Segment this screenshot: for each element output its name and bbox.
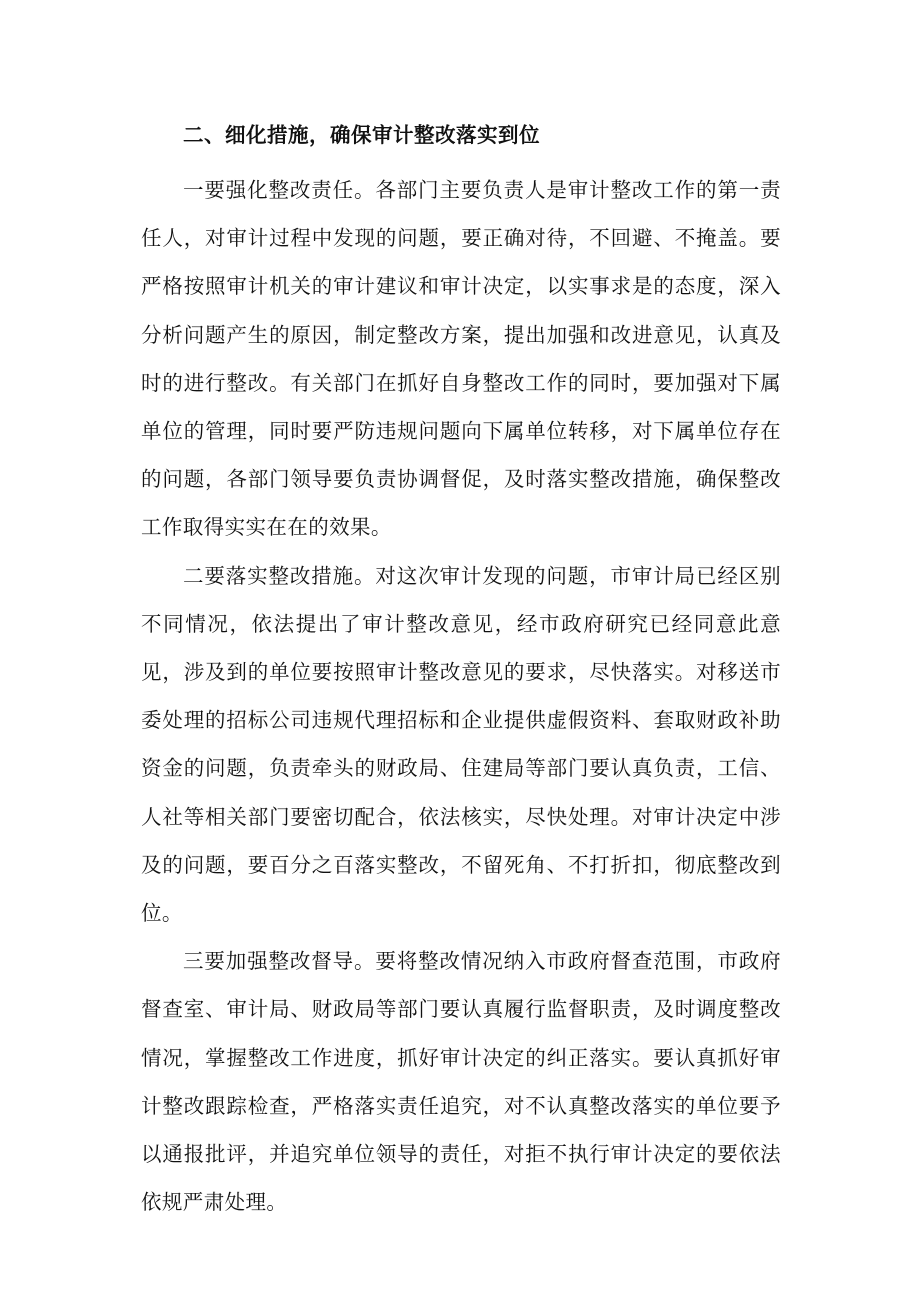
paragraph-supervision: 三要加强整改督导。要将整改情况纳入市政府督查范围，市政府督查室、审计局、财政局等部门要认真履行监督职责，及时调度整改情况，掌握整改工作进度，抓好审计决定的纠正落实。要认真抓好审计整改跟踪检查，严格落实责任追究，对不认真整改落实的单位要予以通报批评，并追究单位领导的责任，对拒不执行审计决定的要依法依规严肃处理。 <box>141 949 781 1215</box>
paragraph-measures: 二要落实整改措施。对这次审计发现的问题，市审计局已经区别不同情况，依法提出了审计整改意见，经市政府研究已经同意此意见，涉及到的单位要按照审计整改意见的要求，尽快落实。对移送市委处理的招标公司违规代理招标和企业提供虚假资料、套取财政补助资金的问题，负责牵头的财政局、住建局等部门要认真负责，工信、人社等相关部门要密切配合，依法核实，尽快处理。对审计决定中涉及的问题，要百分之百落实整改，不留死角、不打折扣，彻底整改到位。 <box>141 563 781 926</box>
document-body <box>141 118 781 1226</box>
section-heading: 二、细化措施，确保审计整改落实到位 <box>183 123 540 147</box>
paragraph-responsibility: 一要强化整改责任。各部门主要负责人是审计整改工作的第一责任人，对审计过程中发现的问题，要正确对待，不回避、不掩盖。要严格按照审计机关的审计建议和审计决定，以实事求是的态度，深入分析问题产生的原因，制定整改方案，提出加强和改进意见，认真及时的进行整改。有关部门在抓好自身整改工作的同时，要加强对下属单位的管理，同时要严防违规问题向下属单位转移，对下属单位存在的问题，各部门领导要负责协调督促，及时落实整改措施，确保整改工作取得实实在在的效果。 <box>141 178 781 540</box>
